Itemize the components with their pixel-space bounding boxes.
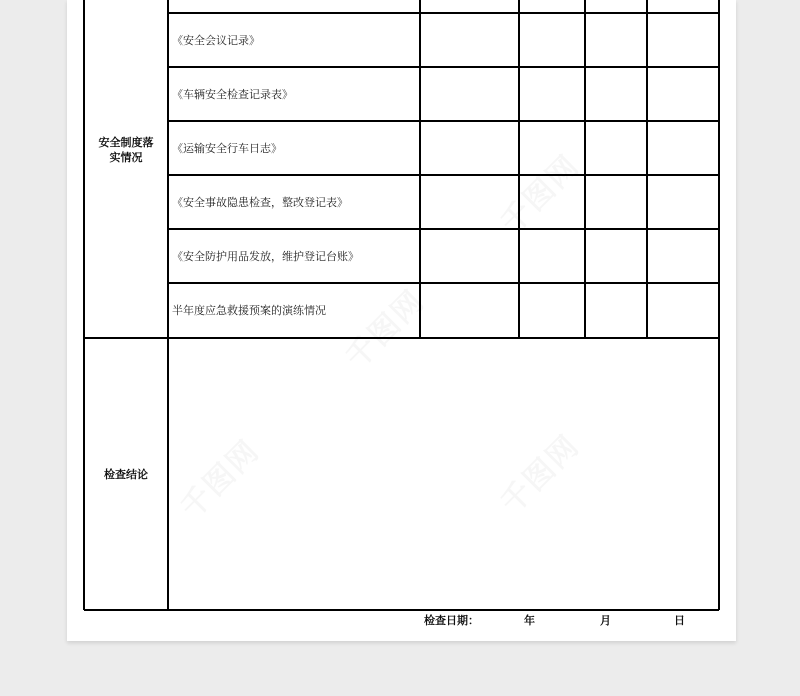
check-date-label: 检查日期：	[424, 614, 479, 627]
section-label-conclusion: 检查结论	[104, 468, 148, 481]
month-label: 月	[600, 614, 611, 627]
year-label: 年	[524, 614, 535, 627]
table-row: 《安全事故隐患检查，整改登记表》	[172, 196, 348, 209]
table-row: 《运输安全行车日志》	[172, 142, 282, 155]
table-row: 《车辆安全检查记录表》	[172, 88, 293, 101]
section-label-safety-implementation	[86, 135, 166, 165]
table-row: 《安全防护用品发放，维护登记台账》	[172, 250, 359, 263]
table-row: 《安全会议记录》	[172, 34, 260, 47]
conclusion-area	[170, 340, 717, 608]
section-label-line: 实情况	[109, 151, 143, 164]
table-row: 半年度应急救援预案的演练情况	[172, 304, 326, 317]
section-label-line: 安全制度落	[98, 136, 154, 149]
day-label: 日	[674, 614, 685, 627]
